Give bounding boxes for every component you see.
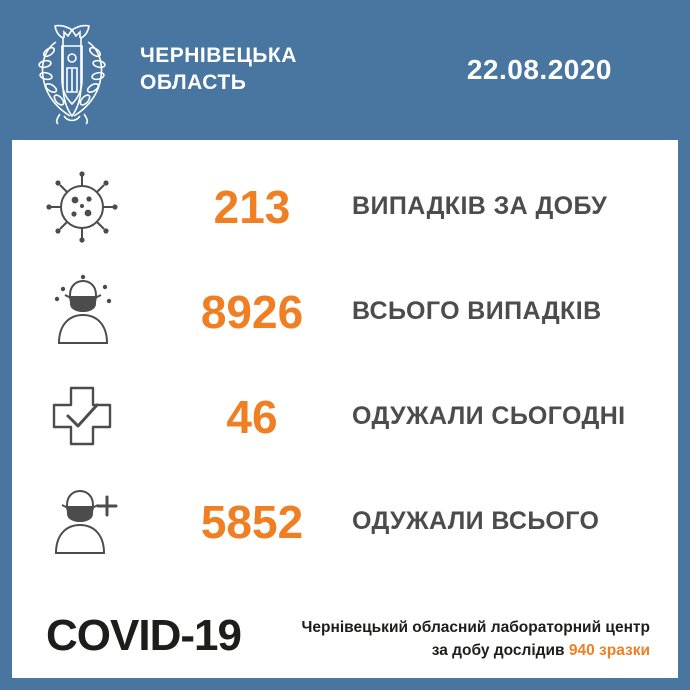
stat-value: 5852 — [200, 495, 304, 548]
stat-row — [12, 364, 678, 469]
lab-samples-count: 940 зразки — [568, 641, 650, 659]
stat-value: 46 — [226, 390, 278, 443]
stat-value: 8926 — [200, 285, 304, 338]
stat-value: 213 — [213, 180, 291, 233]
lab-info-line1: Чернівецький обласний лабораторний центр — [301, 619, 650, 637]
stats-card — [12, 140, 678, 678]
stat-label: ОДУЖАЛИ ВСЬОГО — [352, 507, 600, 535]
medical-cross-check-icon — [12, 378, 152, 456]
stat-row — [12, 469, 678, 574]
virus-icon — [12, 168, 152, 246]
recovered-person-plus-icon — [12, 483, 152, 561]
lab-info-line2-prefix: за добу дослідив — [431, 641, 565, 659]
region-title-line2: ОБЛАСТЬ — [140, 71, 247, 94]
report-date: 22.08.2020 — [466, 54, 612, 85]
region-title-line1: ЧЕРНІВЕЦЬКА — [140, 44, 297, 68]
stat-row — [12, 154, 678, 259]
region-title — [140, 43, 350, 97]
lab-info — [302, 617, 650, 662]
stat-row — [12, 259, 678, 364]
poster-header — [0, 0, 690, 140]
chernivtsi-coat-of-arms-icon — [26, 16, 118, 124]
card-footer — [12, 611, 678, 662]
person-with-mask-icon — [12, 273, 152, 351]
covid-wordmark: COVID-19 — [46, 611, 241, 660]
stat-label: ВИПАДКІВ ЗА ДОБУ — [352, 192, 608, 220]
lab-info-line2 — [302, 640, 650, 662]
stats-list — [12, 154, 678, 574]
stat-label: ВСЬОГО ВИПАДКІВ — [352, 297, 602, 325]
stat-label: ОДУЖАЛИ СЬОГОДНІ — [352, 402, 626, 430]
